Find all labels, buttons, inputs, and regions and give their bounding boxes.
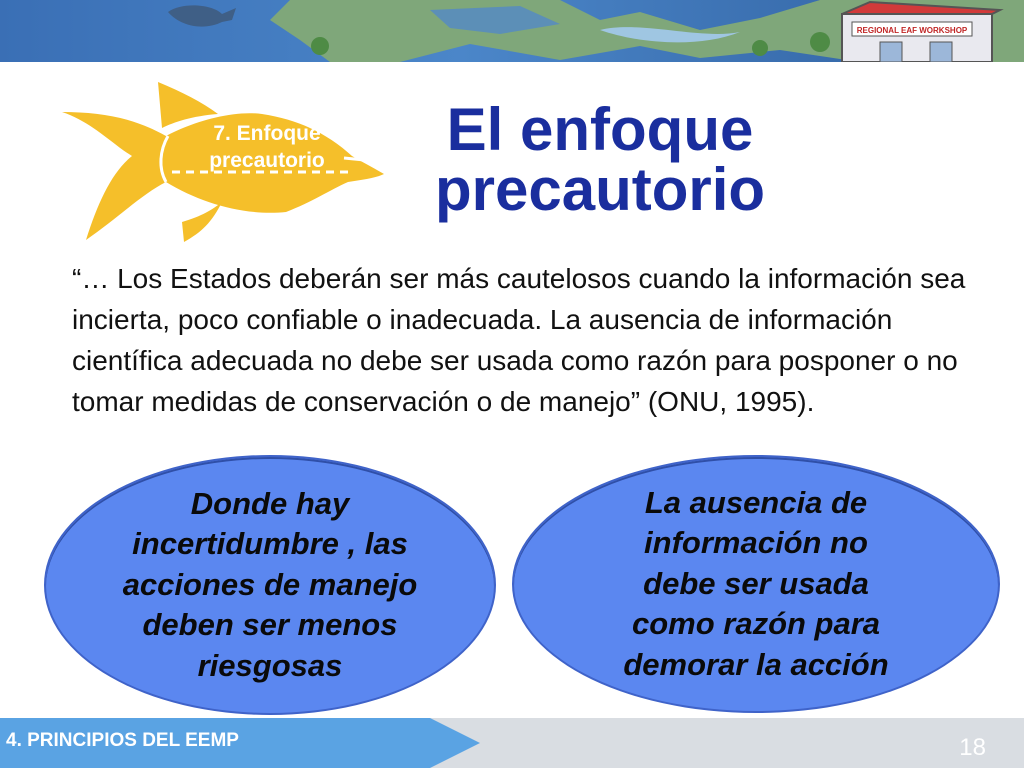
quote-text: “… Los Estados deberán ser más cautelosos cuando la información sea incierta, poco confiable o inadecuada. La ausencia de información científica adecuada no debe ser usada como razón para posponer o no tomar medidas de conservación o de manejo” (ONU, 1995). xyxy=(72,263,966,417)
badge-label: 7. Enfoque precautorio xyxy=(209,122,325,172)
header-banner-illustration xyxy=(0,0,1024,62)
slide-title: El enfoque precautorio xyxy=(434,96,766,223)
banner-art xyxy=(0,0,1024,62)
oval-lack-of-information-text: La ausencia de información no debe ser usada como razón para demorar la acción xyxy=(623,484,889,682)
svg-text:REGIONAL EAF WORKSHOP: REGIONAL EAF WORKSHOP xyxy=(856,26,968,35)
footer-section-label: 4. PRINCIPIOS DEL EEMP xyxy=(6,730,239,751)
oval-lack-of-information xyxy=(512,455,1000,713)
page-number: 18 xyxy=(959,734,986,761)
oval-uncertainty-text: Donde hay incertidumbre , las acciones de manejo deben ser menos riesgosas xyxy=(122,485,418,683)
oval-uncertainty xyxy=(44,455,496,715)
workshop-building-icon xyxy=(842,2,1000,62)
